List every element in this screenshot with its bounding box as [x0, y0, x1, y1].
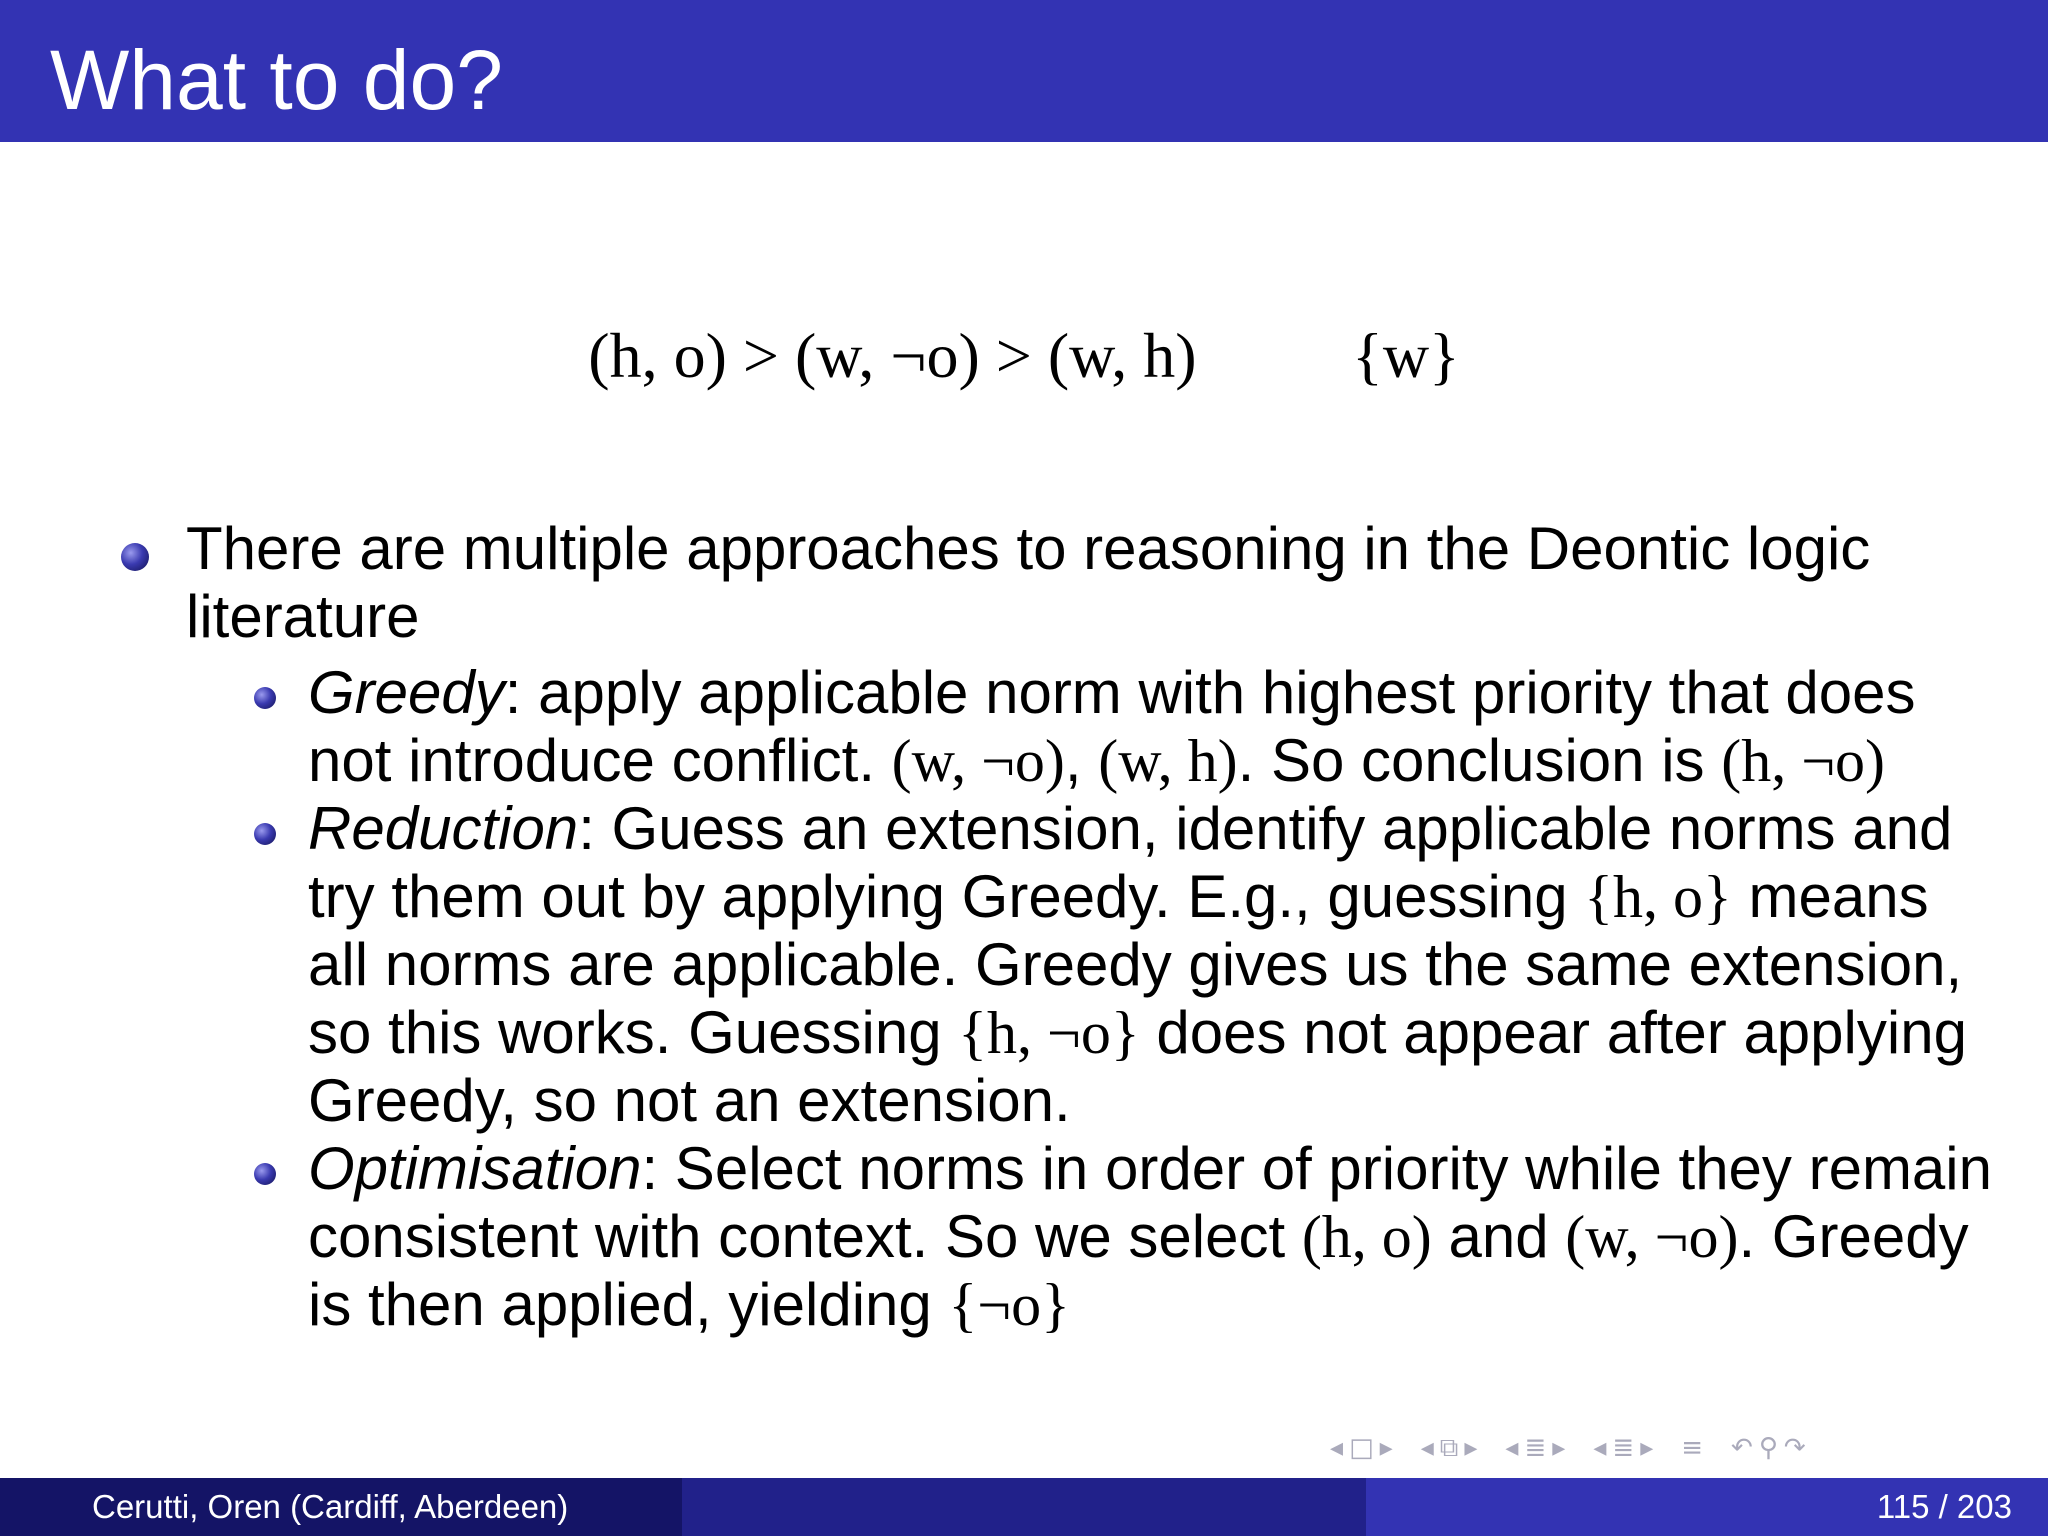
math-expression: (w, ¬o) [891, 728, 1065, 794]
bullet-text: There are multiple approaches to reasoning in the Deontic logic [186, 515, 1871, 582]
arrow-right-icon[interactable]: ▸ [1552, 1433, 1566, 1463]
bullet-ball-icon [254, 687, 276, 709]
math-expression: (h, ¬o) [1721, 728, 1886, 794]
arrow-left-icon[interactable]: ◂ [1505, 1433, 1519, 1463]
arrow-right-icon[interactable]: ▸ [1379, 1433, 1393, 1463]
arrow-left-icon[interactable]: ◂ [1593, 1433, 1607, 1463]
redo-icon[interactable]: ↷ [1783, 1433, 1806, 1463]
term-greedy: Greedy [308, 659, 505, 726]
sub-bullet-greedy [118, 659, 1998, 795]
reduction-text: means all norms are applicable. Greedy gives us the same extension, so this works. Guessing [308, 863, 1963, 1066]
priority-formula [0, 315, 2048, 396]
subsection-icon[interactable]: ⧉ [1439, 1432, 1459, 1463]
math-expression: (w, ¬o) [1565, 1204, 1739, 1270]
optimisation-text: . Greedy is then applied, yielding [308, 1203, 1969, 1338]
arrow-right-icon[interactable]: ▸ [1464, 1433, 1478, 1463]
greedy-text: : apply applicable norm with highest priority that does not introduce conflict. [308, 659, 1916, 794]
optimisation-text: and [1431, 1203, 1566, 1270]
sub-bullet-optimisation [118, 1135, 1998, 1339]
arrow-left-icon[interactable]: ◂ [1420, 1433, 1434, 1463]
bullet-text-continued: literature [186, 583, 420, 650]
term-optimisation: Optimisation [308, 1135, 642, 1202]
subsubsection-icon[interactable]: ≣ [1612, 1433, 1635, 1463]
arrow-left-icon[interactable]: ◂ [1330, 1433, 1344, 1463]
bullet-ball-icon [254, 1163, 276, 1185]
sub-bullet-reduction [118, 795, 1998, 1135]
beamer-navigation [1330, 1430, 2030, 1466]
slide-title: What to do? [50, 33, 503, 127]
term-reduction: Reduction [308, 795, 579, 862]
reduction-text: does not appear after applying Greedy, so not an extension. [308, 999, 1967, 1134]
context-set: {w} [1352, 320, 1460, 391]
search-icon[interactable]: ⚲ [1758, 1433, 1778, 1463]
section-icon[interactable]: ≣ [1524, 1433, 1547, 1463]
math-expression: {¬o} [948, 1272, 1070, 1338]
footer-page-number: 115 / 203 [1366, 1478, 2048, 1536]
bullet-ball-icon [254, 823, 276, 845]
reduction-text: : Guess an extension, identify applicable norms and try them out by applying Greedy. E.g., guessing [308, 795, 1953, 930]
bullet-item [118, 515, 1998, 651]
footer-authors: Cerutti, Oren (Cardiff, Aberdeen) [0, 1478, 682, 1536]
undo-icon[interactable]: ↶ [1731, 1433, 1753, 1463]
footer-title-area [682, 1478, 1366, 1536]
math-expression: {h, o} [1584, 864, 1732, 930]
footer [0, 1478, 2048, 1536]
greedy-text: , [1064, 727, 1099, 794]
greedy-text: . So conclusion is [1237, 727, 1722, 794]
align-icon[interactable]: ≡ [1681, 1433, 1704, 1463]
slide-content [118, 515, 1998, 1339]
math-expression: (h, o) [1301, 1204, 1432, 1270]
title-bar [0, 0, 2048, 142]
math-expression: (w, h) [1098, 728, 1238, 794]
frame-icon[interactable]: □ [1349, 1433, 1374, 1463]
bullet-ball-icon [121, 543, 149, 571]
math-expression: {h, ¬o} [958, 1000, 1140, 1066]
optimisation-text: : Select norms in order of priority while they remain consistent with context. So we select [308, 1135, 1992, 1270]
priority-ordering: (h, o) > (w, ¬o) > (w, h) [588, 320, 1197, 391]
arrow-right-icon[interactable]: ▸ [1640, 1433, 1654, 1463]
